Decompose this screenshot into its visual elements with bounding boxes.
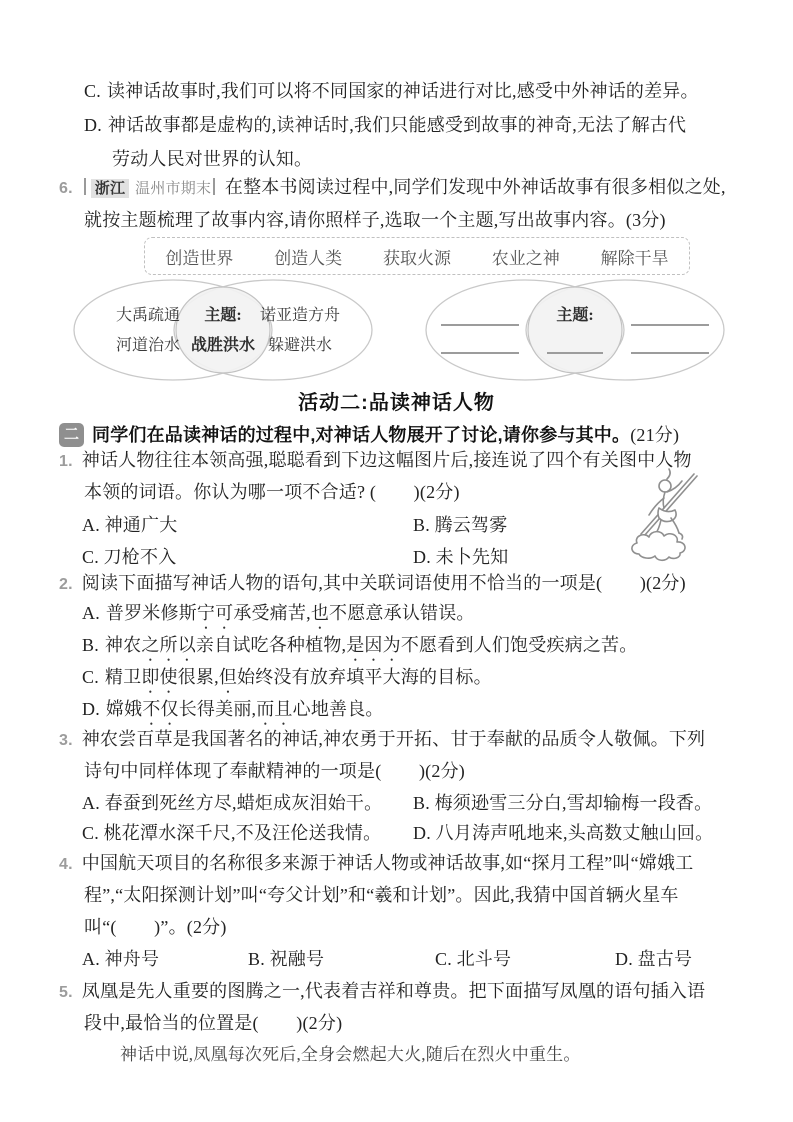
option-text: 长得美丽,: [178, 699, 257, 719]
question-number: 1.: [59, 453, 73, 470]
emphasized-word: 之所以: [141, 635, 196, 655]
q4-option-b: B. 祝融号: [248, 949, 325, 969]
score-label: (3分): [625, 210, 666, 230]
tag-divider: [213, 178, 215, 195]
question-1-line-1: [59, 447, 692, 475]
province-tag: 浙江: [91, 179, 129, 198]
question-5-line-2: 段中,最恰当的位置是( )(2分): [84, 1013, 343, 1033]
q3-option-a: A. 春蚕到死丝方尽,蜡炬成灰泪始干。: [82, 793, 383, 813]
venn-theme-label: 主题:: [204, 307, 242, 324]
answer-blank: [441, 352, 519, 354]
question-4-line-1: [59, 850, 693, 878]
q4-option-d: D. 盘古号: [615, 949, 693, 969]
venn-theme-label: 主题:: [556, 307, 594, 324]
q4-option-a: A. 神舟号: [82, 949, 160, 969]
venn-diagram-example: [72, 278, 374, 382]
option-text: 不愿意承认错误。: [329, 603, 475, 623]
option-text: 很累,: [177, 667, 219, 687]
option-text: 不愿看到人们饱受疾病之苦。: [400, 635, 638, 655]
option-text: 神农: [104, 635, 142, 655]
venn-right-text-1: 诺亚造方舟: [259, 307, 341, 324]
option-label: A.: [82, 603, 100, 623]
q3-option-b: B. 梅须逊雪三分白,雪却输梅一段香。: [413, 793, 713, 813]
question-1-line-2: 本领的词语。你认为哪一项不合适? ( )(2分): [84, 482, 460, 502]
question-number: 5.: [59, 984, 73, 1001]
option-label: D.: [84, 115, 102, 135]
option-text: 精卫: [104, 667, 142, 687]
question-text: 神农尝百草是我国著名的神话,神农勇于开拓、甘于奉献的品质令人敬佩。下列: [81, 729, 706, 749]
q2-option-b: [82, 632, 637, 665]
q3-option-d: D. 八月涛声吼地来,头高数丈触山回。: [413, 823, 714, 843]
question-text: 就按主题梳理了故事内容,请你照样子,选取一个主题,写出故事内容。: [84, 210, 626, 230]
option-text: 始终没有放弃填平大海的目标。: [237, 667, 492, 687]
option-text: 嫦娥: [105, 699, 143, 719]
venn-ellipses: [72, 278, 374, 382]
q1-option-c: C. 刀枪不入: [82, 547, 177, 567]
option-text: 心地善良。: [292, 699, 384, 719]
question-5-line-1: [59, 978, 705, 1006]
venn-ellipses: [424, 278, 726, 382]
word-bank-item: 创造人类: [274, 248, 343, 268]
option-label: D.: [82, 699, 100, 719]
word-bank-item: 获取火源: [382, 248, 451, 268]
question-4-line-3: 叫“( )”。(2分): [84, 917, 227, 937]
question-3-line-2: 诗句中同样体现了奉献精神的一项是( )(2分): [84, 761, 465, 781]
question-4-line-2: 程”,“太阳探测计划”叫“夸父计划”和“羲和计划”。因此,我猜中国首辆火星车: [84, 885, 679, 905]
option-c-line: [84, 78, 699, 104]
answer-blank: [631, 324, 709, 326]
question-number: 4.: [59, 856, 73, 873]
q1-option-a: A. 神通广大: [82, 515, 178, 535]
venn-left-text-1: 大禹疏通: [115, 307, 181, 324]
option-text: 亲自试吃各种植物,: [195, 635, 347, 655]
question-number: 3.: [59, 732, 73, 749]
q2-option-a: [82, 600, 475, 633]
answer-blank: [631, 352, 709, 354]
question-text: 在整本书阅读过程中,同学们发现中外神话故事有很多相似之处,: [224, 177, 726, 197]
q3-option-c: C. 桃花潭水深千尺,不及汪伦送我情。: [82, 823, 382, 843]
word-bank-item: 创造世界: [165, 248, 234, 268]
option-text: 神话故事都是虚构的,读神话时,我们只能感受到故事的神奇,无法了解古代: [107, 115, 687, 135]
option-label: B.: [82, 635, 99, 655]
emphasized-word: 即使: [141, 667, 178, 687]
question-text: 中国航天项目的名称很多来源于神话人物或神话故事,如“探月工程”叫“嫦娥工: [81, 853, 694, 873]
monkey-king-on-cloud-illustration: [627, 466, 709, 573]
emphasized-word: 也: [310, 603, 330, 623]
q5-quoted-sentence: 神话中说,凤凰每次死后,全身会燃起大火,随后在烈火中重生。: [120, 1045, 581, 1064]
section-lead-text: 同学们在品读神话的过程中,对神话人物展开了讨论,请你参与其中。: [92, 425, 631, 445]
activity-heading: 活动二:品读神话人物: [298, 392, 495, 414]
word-bank: [144, 237, 690, 275]
score-label: (21分): [630, 425, 680, 445]
emphasized-word: 但: [218, 667, 238, 687]
q1-option-b: B. 腾云驾雾: [413, 515, 508, 535]
section-number-badge: 二: [59, 423, 84, 447]
option-text: 承受痛苦,: [233, 603, 311, 623]
option-text: 普罗米修斯: [105, 603, 197, 623]
venn-left-text-2: 河道治水: [115, 337, 181, 354]
question-2-line-1: [59, 570, 686, 598]
option-label: C.: [84, 81, 101, 101]
venn-right-text-2: 躲避洪水: [267, 337, 333, 354]
venn-theme-value: 战胜洪水: [190, 337, 256, 354]
word-bank-item: 解除干旱: [600, 248, 669, 268]
question-6-line-2: [84, 207, 666, 233]
answer-blank: [547, 352, 603, 354]
word-bank-item: 农业之神: [491, 248, 560, 268]
exam-source-tag: 温州市期末: [135, 180, 212, 197]
tag-divider: [84, 178, 86, 195]
question-text: 阅读下面描写神话人物的语句,其中关联词语使用不恰当的一项是( )(2分): [81, 573, 686, 593]
q4-option-c: C. 北斗号: [435, 949, 512, 969]
emphasized-word: 宁可: [196, 603, 234, 623]
section-lead-line: [92, 422, 679, 448]
option-label: C.: [82, 667, 99, 687]
emphasized-word: 是因为: [346, 635, 401, 655]
option-d-continuation: 劳动人民对世界的认知。: [112, 149, 313, 169]
q2-option-c: [82, 664, 492, 697]
option-d-line: [84, 112, 686, 138]
question-3-line-1: [59, 726, 705, 754]
question-number: 6.: [59, 180, 73, 197]
question-text: 凤凰是先人重要的图腾之一,代表着吉祥和尊贵。把下面描写凤凰的语句插入语: [81, 981, 706, 1001]
q2-option-d: [82, 696, 384, 729]
question-number: 2.: [59, 576, 73, 593]
venn-diagram-blank: [424, 278, 726, 382]
option-text: 读神话故事时,我们可以将不同国家的神话进行对比,感受中外神话的差异。: [106, 81, 699, 101]
emphasized-word: 不仅: [142, 699, 179, 719]
answer-blank: [441, 324, 519, 326]
question-6-line-1: [59, 174, 726, 202]
q1-option-d: D. 未卜先知: [413, 547, 509, 567]
question-text: 神话人物往往本领高强,聪聪看到下边这幅图片后,接连说了四个有关图中人物: [81, 450, 692, 470]
emphasized-word: 而且: [256, 699, 293, 719]
